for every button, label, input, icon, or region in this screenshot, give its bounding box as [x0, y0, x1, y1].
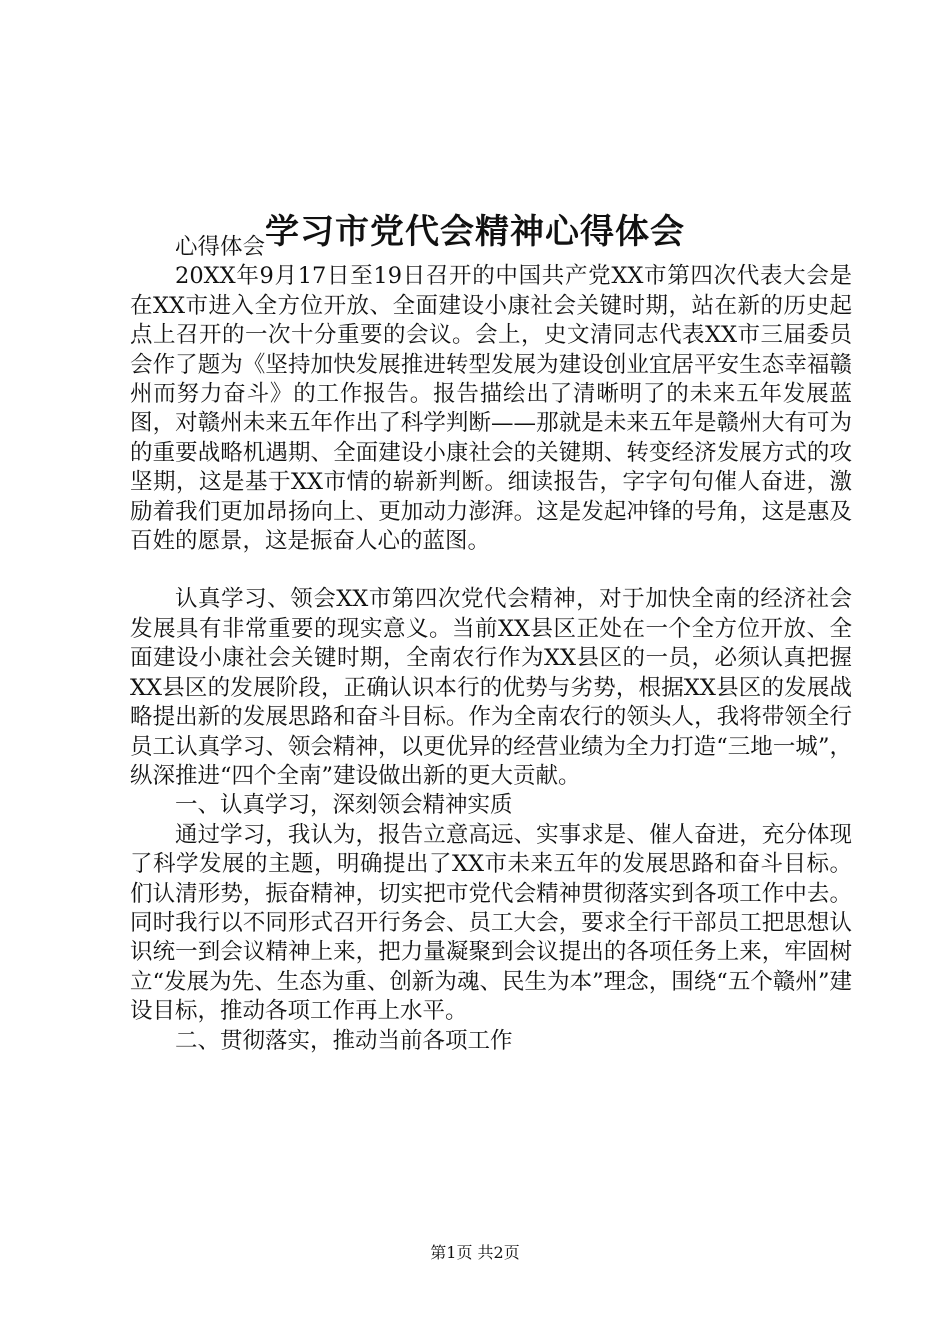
section-heading-2: 二、贯彻落实，推动当前各项工作	[175, 1027, 513, 1054]
paragraph-significance: 认真学习、领会XX市第四次党代会精神，对于加快全南的经济社会发展具有非常重要的现实意义。当前XX县区正处在一个全方位开放、全面建设小康社会关键时期，全南农行作为XX县区的一员，必须认真把握XX县区的发展阶段，正确认识本行的优势与劣势，根据XX县区的发展战略提出新的发展思路和奋斗目标。作为全南农行的领头人，我将带领全行员工认真学习、领会精神，以更优异的经营业绩为全力打造“三地一城”，纵深推进“四个全南”建设做出新的更大贡献。	[130, 586, 852, 789]
paragraph-heading-label: 心得体会	[175, 234, 266, 260]
section-heading-1: 一、认真学习，深刻领会精神实质	[175, 792, 513, 819]
document-body	[130, 233, 852, 1056]
document-title: 学习市党代会精神心得体会	[265, 211, 685, 252]
paragraph-section-1: 通过学习，我认为，报告立意高远、实事求是、催人奋进，充分体现了科学发展的主题，明确提出了XX市未来五年的发展思路和奋斗目标。们认清形势，振奋精神，切实把市党代会精神贯彻落实到各项工作中去。同时我行以不同形式召开行务会、员工大会，要求全行干部员工把思想认识统一到会议精神上来，把力量凝聚到会议提出的各项任务上来，牢固树立“发展为先、生态为重、创新为魂、民生为本”理念，围绕“五个赣州”建设目标，推动各项工作再上水平。	[130, 821, 852, 1025]
page-footer: 第1页 共2页	[430, 1243, 520, 1262]
paragraph-intro: 20XX年9月17日至19日召开的中国共产党XX市第四次代表大会是在XX市进入全方位开放、全面建设小康社会关键时期，站在新的历史起点上召开的一次十分重要的会议。会上，史文清同志代表XX市三届委员会作了题为《坚持加快发展推进转型发展为建设创业宜居平安生态幸福赣州而努力奋斗》的工作报告。报告描绘出了清晰明了的未来五年发展蓝图，对赣州未来五年作出了科学判断——那就是未来五年是赣州大有可为的重要战略机遇期、全面建设小康社会的关键期、转变经济发展方式的攻坚期，这是基于XX市情的崭新判断。细读报告，字字句句催人奋进，激励着我们更加昂扬向上、更加动力澎湃。这是发起冲锋的号角，这是惠及百姓的愿景，这是振奋人心的蓝图。	[130, 263, 852, 555]
